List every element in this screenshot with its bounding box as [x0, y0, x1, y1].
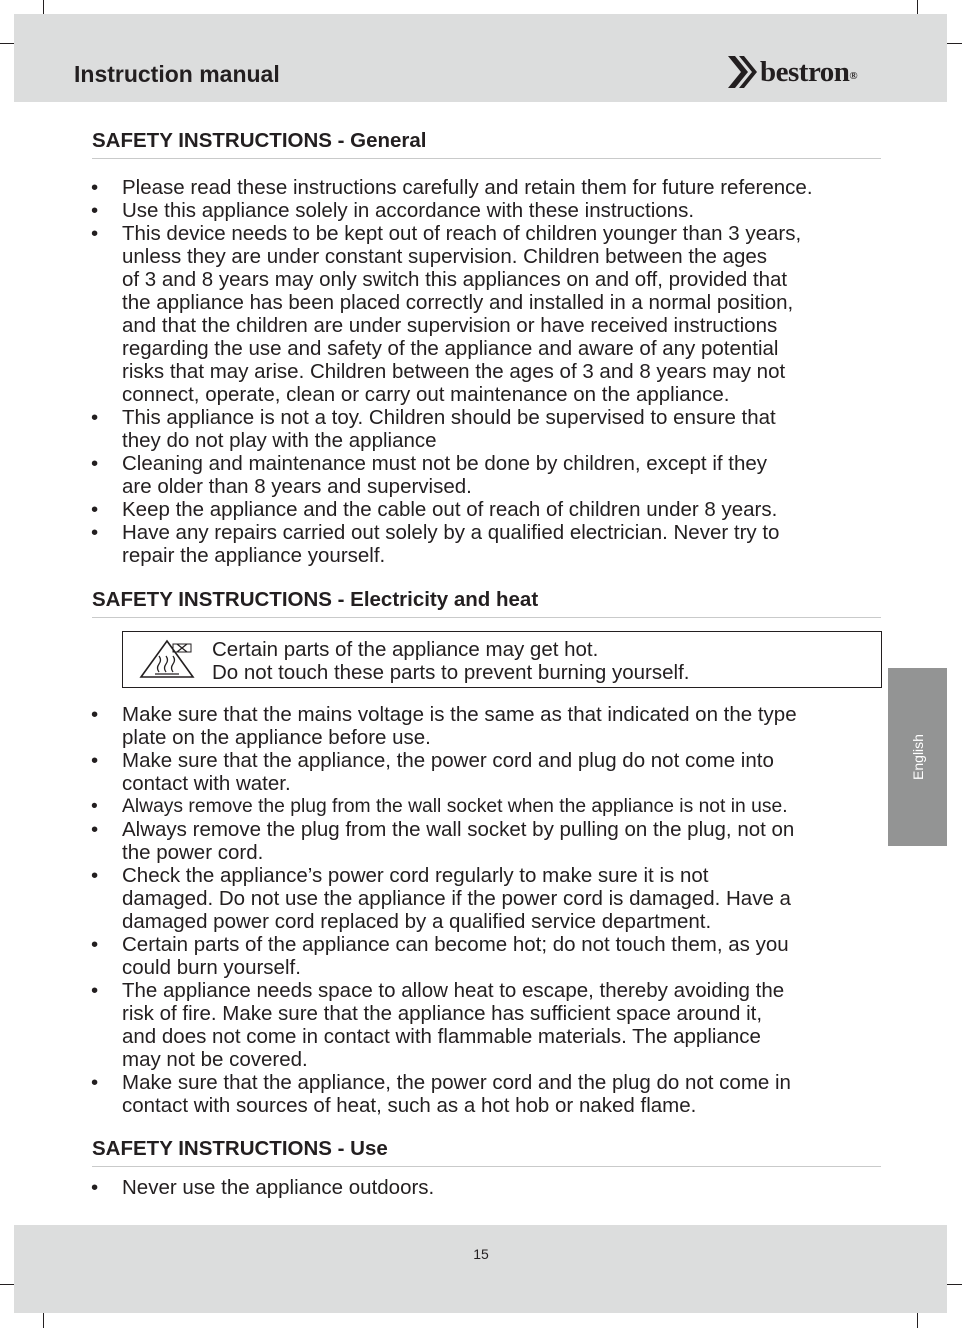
list-item: • This appliance is not a toy. Children should be supervised to ensure that they do not play with the appliance	[92, 406, 892, 452]
list-item: • This device needs to be kept out of reach of children younger than 3 years, unless they are under constant supervision. Children between the ages of 3 and 8 years may only switch this appliances on and off, provided that the appliance has been placed correctly and installed in a normal position, and that the children are under supervision or have received instructions regarding the use and safety of the appliance and aware of any potential risks that may arise. Children between the ages of 3 and 8 years may not connect, operate, clean or carry out maintenance on the appliance.	[92, 222, 892, 406]
list-item: • Never use the appliance outdoors.	[92, 1176, 892, 1199]
list-item: • Use this appliance solely in accordance with these instructions.	[92, 199, 892, 222]
list-item: • Always remove the plug from the wall socket when the appliance is not in use.	[92, 795, 892, 818]
warning-line: Certain parts of the appliance may get hot.	[212, 638, 599, 661]
brand-chevron-icon	[726, 52, 762, 92]
list-item: • Make sure that the appliance, the power cord and the plug do not come in contact with sources of heat, such as a hot hob or naked flame.	[92, 1071, 892, 1117]
list-item: • Cleaning and maintenance must not be done by children, except if they are older than 8 years and supervised.	[92, 452, 892, 498]
hot-surface-warning	[122, 631, 882, 688]
section-heading-general: SAFETY INSTRUCTIONS - General	[92, 128, 881, 159]
list-item: • The appliance needs space to allow heat to escape, thereby avoiding the risk of fire. Make sure that the appliance has sufficient space around it, and does not come in contact with flammable materials. The appliance may not be covered.	[92, 979, 892, 1071]
section-heading-use: SAFETY INSTRUCTIONS - Use	[92, 1136, 881, 1167]
page-number: 15	[473, 1246, 489, 1262]
registered-mark: ®	[849, 70, 858, 82]
brand-name: bestron	[760, 56, 850, 88]
general-list	[92, 176, 892, 567]
language-tab	[888, 668, 947, 846]
page-title: Instruction manual	[74, 61, 280, 87]
brand-logo	[726, 52, 857, 92]
footer-band	[14, 1225, 947, 1313]
use-list	[92, 1176, 892, 1199]
list-item: • Have any repairs carried out solely by a qualified electrician. Never try to repair the appliance yourself.	[92, 521, 892, 567]
list-item: • Please read these instructions carefully and retain them for future reference.	[92, 176, 892, 199]
section-heading-electricity: SAFETY INSTRUCTIONS - Electricity and heat	[92, 587, 881, 618]
hot-surface-icon	[137, 638, 197, 680]
list-item: • Always remove the plug from the wall socket by pulling on the plug, not on the power cord.	[92, 818, 892, 864]
warning-line: Do not touch these parts to prevent burning yourself.	[212, 661, 690, 684]
list-item: • Make sure that the appliance, the power cord and plug do not come into contact with water.	[92, 749, 892, 795]
electricity-list	[92, 703, 892, 1117]
list-item: • Check the appliance’s power cord regularly to make sure it is not damaged. Do not use the appliance if the power cord is damaged. Have a damaged power cord replaced by a qualified service department.	[92, 864, 892, 933]
language-tab-label: English	[909, 734, 926, 780]
warning-text	[212, 638, 689, 684]
list-item: • Certain parts of the appliance can become hot; do not touch them, as you could burn yourself.	[92, 933, 892, 979]
brand-wordmark	[760, 52, 857, 92]
list-item: • Make sure that the mains voltage is the same as that indicated on the type plate on the appliance before use.	[92, 703, 892, 749]
list-item: • Keep the appliance and the cable out of reach of children under 8 years.	[92, 498, 892, 521]
